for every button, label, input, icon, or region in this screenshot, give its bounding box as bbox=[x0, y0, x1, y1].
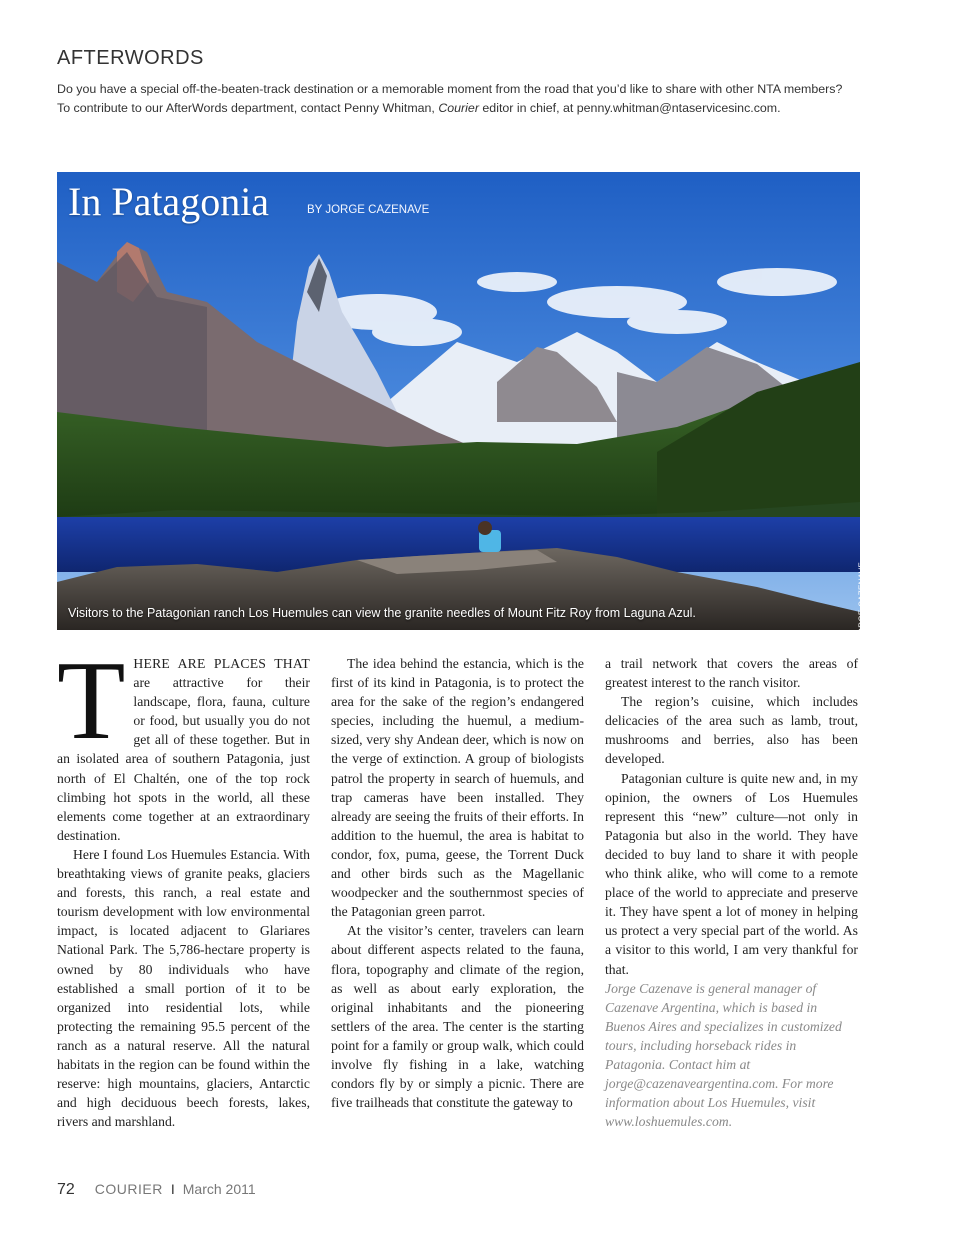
intro-line-2-start: To contribute to our AfterWords department, contact Penny Whitman, bbox=[57, 101, 439, 115]
author-bio: Jorge Cazenave is general manager of Cazenave Argentina, which is based in Buenos Aires and specializes in customized tours, including horseback rides in Patagonia. Contact him at jorge@cazenaveargentina.com. For more information about Los Huemules, visit www.loshuemules.com. bbox=[605, 980, 842, 1130]
patagonia-landscape-image bbox=[57, 172, 860, 630]
page-number: 72 bbox=[57, 1181, 75, 1198]
hero-photo bbox=[57, 172, 867, 639]
magazine-name: Courier bbox=[438, 101, 479, 115]
article-paragraph-4-continued: a trail network that covers the areas of greatest interest to the ranch visitor. bbox=[605, 656, 858, 691]
article-column-3 bbox=[605, 654, 858, 1131]
article-column-1 bbox=[57, 639, 310, 1131]
photo-caption: Visitors to the Patagonian ranch Los Huemules can view the granite needles of Mount Fitz Roy from Laguna Azul. bbox=[68, 606, 696, 620]
article-byline: BY JORGE CAZENAVE bbox=[307, 204, 430, 216]
footer-separator: I bbox=[170, 1181, 175, 1197]
paragraph-1-text: are attractive for their landscape, flora, fauna, culture or food, but usually you do not get all of these together. But in an isolated area of southern Patagonia, just north of El Chaltén, one of the top rock climbing hot spots in the world, all these elements come together at an extraordinary destination. bbox=[57, 675, 310, 843]
lead-in-caps: HERE ARE PLACES THAT bbox=[133, 656, 310, 671]
article-paragraph-6: Patagonian culture is quite new and, in my opinion, the owners of Los Huemules represent this “new” culture—not only in Patagonia but also in the world. They have decided to buy land to share it with people who think alike, who will come to a remote place of the world to appreciate and preserve it. They have spent a lot of money in helping us protect a very special part of the world. As a visitor to this world, I am very thankful for that. bbox=[605, 770, 858, 977]
article-title: In Patagonia bbox=[68, 179, 270, 224]
section-title: AFTERWORDS bbox=[57, 47, 204, 69]
article-column-2 bbox=[331, 654, 584, 1112]
drop-cap: T bbox=[57, 639, 126, 763]
intro-text bbox=[57, 80, 917, 118]
article-paragraph-5: The region’s cuisine, which includes delicacies of the area such as lamb, trout, mushrooms and berries, also has been developed. bbox=[605, 694, 858, 767]
intro-line-2 bbox=[57, 99, 917, 118]
article-paragraph-1 bbox=[57, 639, 310, 845]
article-paragraph-2: Here I found Los Huemules Estancia. With breathtaking views of granite peaks, glaciers and forests, this ranch, a real estate and tourism development with low environmental impact, is located adjacent to Glariares National Park. The 5,786-hectare property is owned by 80 individuals who have established a small portion of it to be organized into residential lots, while protecting the remaining 95.5 percent of the ranch as a natural reserve. All the natural habitats in the region can be found within the reserve: high mountains, glaciers, Antarctic and high deciduous beech forests, lakes, rivers and marshland. bbox=[57, 846, 310, 1130]
issue-date: March 2011 bbox=[182, 1181, 256, 1197]
article-paragraph-3: The idea behind the estancia, which is the first of its kind in Patagonia, is to protect the area for the sake of the region’s endangered species, including the huemul, a medium-sized, very shy Andean deer, which is now on the verge of extinction. A group of biologists patrol the property in search of huemuls, and trap cameras have been installed. They already are seeing the fruits of their efforts. In addition to the huemul, the area is habitat to condor, fox, puma, geese, the Torrent Duck and other birds such as the Magellanic woodpecker and the southernmost species of the Patagonian green parrot. bbox=[331, 656, 584, 920]
page-footer bbox=[57, 1181, 256, 1199]
intro-line-2-end: editor in chief, at penny.whitman@ntaservicesinc.com. bbox=[478, 101, 781, 115]
intro-line-1: Do you have a special off-the-beaten-track destination or a memorable moment from the road that you’d like to share with other NTA members? bbox=[57, 82, 843, 96]
magazine-title: COURIER bbox=[94, 1181, 163, 1197]
article-paragraph-4: At the visitor’s center, travelers can learn about different aspects related to the fauna, flora, topography and climate of the region, as well as about early exploration, the original inhabitants and the pioneering settlers of the area. The center is the starting point for a family or group walk, which could involve fly fishing in a lake, watching condors fly by or simply a picnic. There are five trailheads that constitute the gateway to bbox=[331, 923, 584, 1111]
photo-credit: JORGE CAZENAVE bbox=[858, 562, 867, 639]
